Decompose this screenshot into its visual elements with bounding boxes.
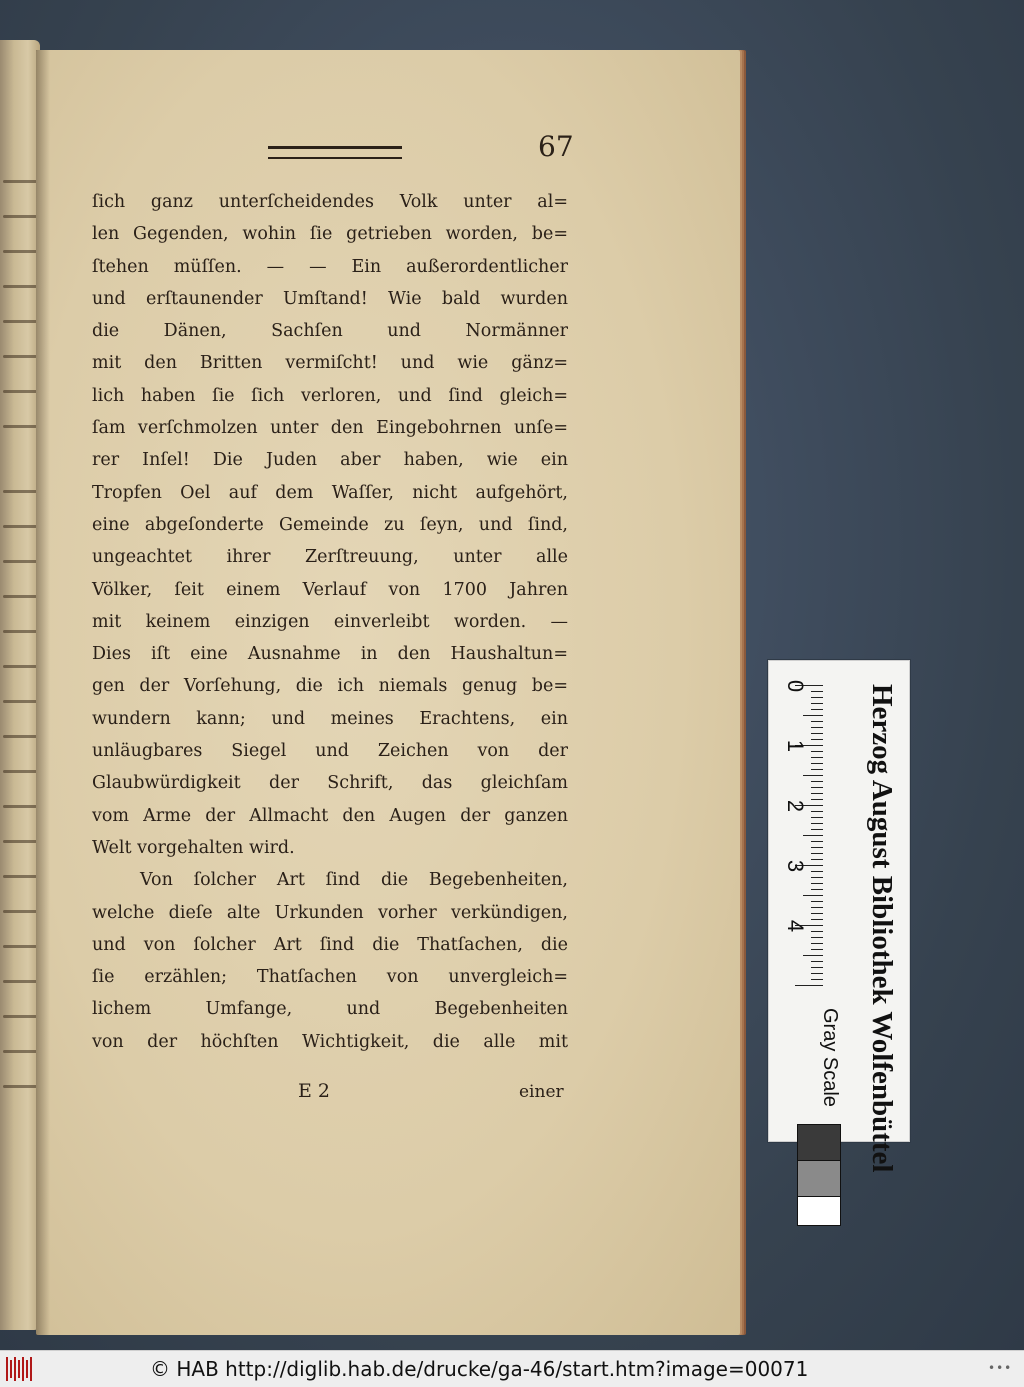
text-line: eine abgeſonderte Gemeinde zu ſeyn, und ſind, [92,514,568,535]
logo-bar [14,1357,16,1381]
ruler-tick [811,781,823,782]
text-line: unläugbares Siegel und Zeichen von der [92,741,568,762]
ruler-tick [811,769,823,770]
ruler-tick [811,871,823,872]
page-number: 67 [538,130,574,163]
ruler-tick [811,697,823,698]
text-line: welche dieſe alte Urkunden vorher verkündigen, [92,902,568,923]
ruler-tick [803,955,823,956]
ruler-tick [811,817,823,818]
ruler-tick [811,787,823,788]
text-line: ungeachtet ihrer Zerſtreuung, unter alle [92,547,568,568]
ruler-tick [811,829,823,830]
ruler-tick [811,907,823,908]
ruler-number: 2 [783,799,808,813]
text-line: Tropfen Oel auf dem Waſſer, nicht aufgehört, [92,482,568,503]
page-text [92,186,568,1058]
ruler-number: 1 [783,739,808,753]
ruler-tick [811,751,823,752]
previous-page-edge [0,40,40,1330]
text-line: Von ſolcher Art ſind die Begebenheiten, [140,870,568,891]
logo-bar [22,1357,24,1381]
ruler-tick [811,961,823,962]
gray-swatch-dark [797,1124,841,1162]
footer-bar [0,1350,1024,1387]
logo-bar [10,1360,12,1378]
gray-scale-label: Gray Scale [819,1008,841,1107]
text-line: gen der Vorſehung, die ich niemals genug be= [92,676,568,697]
ruler-tick [811,913,823,914]
ruler-tick [811,703,823,704]
ruler-tick [811,931,823,932]
more-dots-icon[interactable]: ••• [988,1361,1013,1375]
text-line: rer Inſel! Die Juden aber haben, wie ein [92,450,568,471]
ruler-tick [811,709,823,710]
text-line: und erſtaunender Umſtand! Wie bald wurden [92,288,568,309]
text-line: die Dänen, Sachſen und Normänner [92,321,568,342]
ruler-tick [811,739,823,740]
ruler-tick [803,715,823,716]
ruler-tick [803,895,823,896]
text-line: ſie erzählen; Thatſachen von unvergleich= [92,967,568,988]
ruler-tick [811,847,823,848]
text-line: ſtehen müſſen. — — Ein außerordentlicher [92,256,568,277]
ruler-tick [811,853,823,854]
copyright-text: © HAB http://diglib.hab.de/drucke/ga-46/start.htm?image=00071 [150,1357,809,1381]
gray-swatch-mid [797,1160,841,1198]
ruler-tick [811,811,823,812]
text-line: und von ſolcher Art ſind die Thatſachen, die [92,934,568,955]
text-line: mit keinem einzigen einverleibt worden. — [92,611,568,632]
text-line: Völker, ſeit einem Verlauf von 1700 Jahren [92,579,568,600]
text-line: lich haben ſie ſich verloren, und ſind gleich= [92,385,568,406]
ruler-tick [795,985,823,986]
ruler-number: 3 [783,859,808,873]
text-line: Dies iſt eine Ausnahme in den Haushaltun= [92,644,568,665]
ruler-tick [811,799,823,800]
text-line: vom Arme der Allmacht den Augen der ganzen [92,805,568,826]
logo-bar [26,1360,28,1378]
ruler-tick [811,877,823,878]
ruler-tick [811,859,823,860]
ruler-tick [811,949,823,950]
text-line: Glaubwürdigkeit der Schrift, das gleichſam [92,773,568,794]
logo-bar [18,1360,20,1378]
text-line: len Gegenden, wohin ſie getrieben worden, be= [92,224,568,245]
ruler-tick [811,757,823,758]
ruler-tick [811,727,823,728]
ruler-number: 4 [783,919,808,933]
ruler-tick [811,883,823,884]
hab-logo-icon [6,1357,36,1381]
ruler-tick [811,793,823,794]
ruler-tick [811,733,823,734]
ruler-tick [811,841,823,842]
text-line: von der höchſten Wichtigkeit, die alle mit [92,1031,568,1052]
ruler-tick [811,823,823,824]
text-line: ſam verſchmolzen unter den Eingebohrnen unſe= [92,418,568,439]
ruler-tick [811,763,823,764]
text-line: ſich ganz unterſcheidendes Volk unter al= [92,192,568,212]
logo-bar [6,1357,8,1381]
gray-swatch-white [797,1196,841,1226]
ruler-tick [811,967,823,968]
ruler-tick [811,721,823,722]
ruler-tick [811,943,823,944]
text-line: wundern kann; und meines Erachtens, ein [92,708,568,729]
ruler-tick [803,835,823,836]
text-line: mit den Britten vermiſcht! und wie gänz= [92,353,568,374]
ruler-tick [811,919,823,920]
text-line: Welt vorgehalten wird. [92,837,295,858]
ruler-tick [811,973,823,974]
ruler-tick [811,901,823,902]
ruler-title: Herzog August Bibliothek Wolfenbüttel [866,684,898,1173]
ruler-scale [777,677,823,967]
ruler-tick [811,691,823,692]
page-gutter-shadow [36,50,50,1335]
text-line: lichem Umfange, und Begebenheiten [92,999,568,1020]
signature-mark: E 2 [298,1080,330,1102]
ruler-tick [811,937,823,938]
catchword: einer [519,1082,564,1102]
ruler-tick [811,979,823,980]
header-rule [268,146,402,159]
logo-bar [30,1357,32,1381]
ruler-number: 0 [783,679,808,693]
ruler-tick [811,889,823,890]
ruler-tick [803,775,823,776]
